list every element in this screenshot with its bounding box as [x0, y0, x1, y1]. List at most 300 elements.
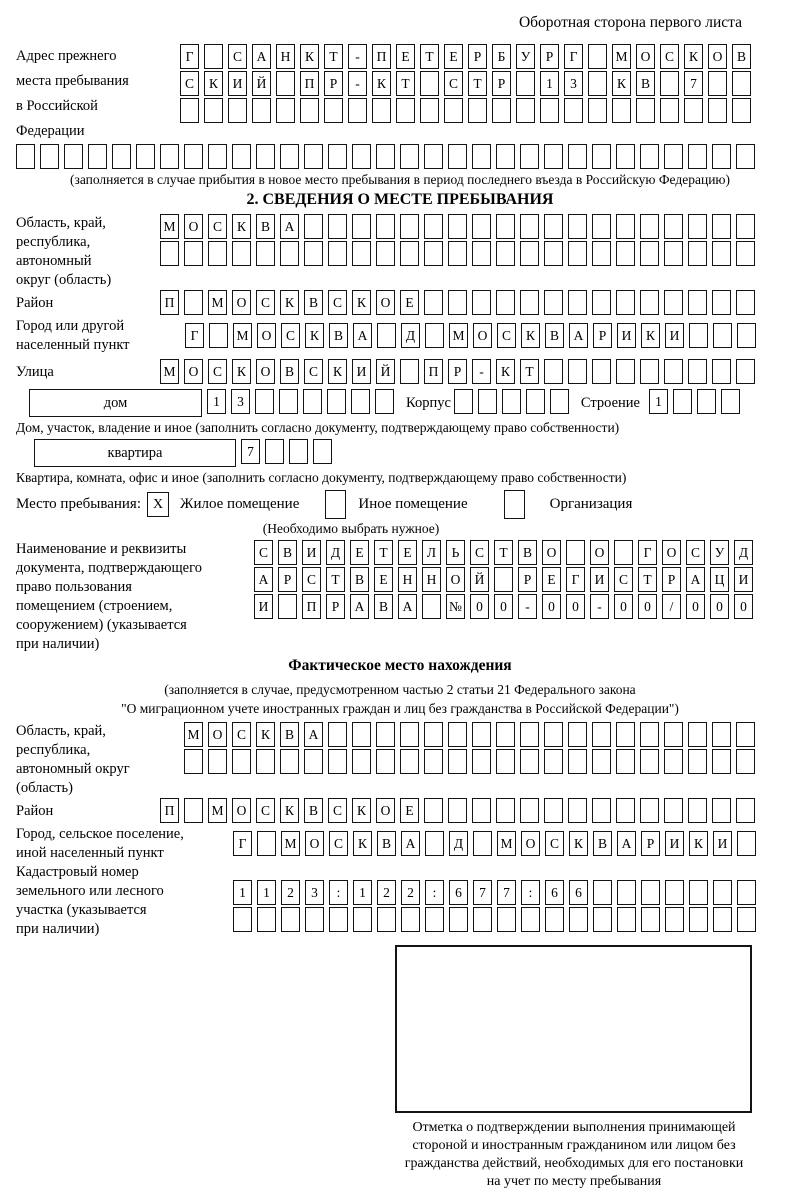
char-cell: О [542, 540, 561, 565]
char-cell [256, 144, 275, 169]
char-cell [664, 214, 683, 239]
char-cell [472, 214, 491, 239]
char-cell: К [521, 323, 540, 348]
char-cell: В [545, 323, 564, 348]
char-cell [448, 749, 467, 774]
char-cell: К [353, 831, 372, 856]
char-cell: О [446, 567, 465, 592]
char-cell [712, 144, 731, 169]
char-cell [664, 290, 683, 315]
char-cell: Г [564, 44, 583, 69]
char-cell: В [304, 798, 323, 823]
char-cell [688, 214, 707, 239]
char-cell [568, 359, 587, 384]
char-cell [568, 290, 587, 315]
char-cell: Т [520, 359, 539, 384]
char-cell [550, 389, 569, 414]
char-cell [688, 241, 707, 266]
char-cell: С [686, 540, 705, 565]
char-cell [303, 389, 322, 414]
char-cell [425, 907, 444, 932]
char-cell: С [254, 540, 273, 565]
char-cell [494, 567, 513, 592]
grid-row [184, 722, 760, 747]
char-cell [664, 144, 683, 169]
char-cell: Р [492, 71, 511, 96]
char-cell [568, 722, 587, 747]
char-cell [520, 798, 539, 823]
char-cell [617, 880, 636, 905]
label-line: сооружением) (указывается [16, 617, 187, 633]
char-cell: 7 [497, 880, 516, 905]
char-cell [64, 144, 83, 169]
char-cell [616, 290, 635, 315]
char-cell: А [686, 567, 705, 592]
char-cell [736, 359, 755, 384]
char-cell: Ц [710, 567, 729, 592]
char-cell: М [233, 323, 252, 348]
char-cell [592, 290, 611, 315]
char-cell: Л [422, 540, 441, 565]
char-cell [265, 439, 284, 464]
kvartira-box-label: квартира [34, 439, 236, 467]
char-cell [496, 749, 515, 774]
char-cell [400, 214, 419, 239]
char-cell: Н [276, 44, 295, 69]
char-cell: С [180, 71, 199, 96]
char-cell: К [352, 290, 371, 315]
grid-row [160, 359, 760, 384]
char-cell [614, 540, 633, 565]
label-line: округ (область) [16, 272, 112, 288]
char-cell [305, 907, 324, 932]
char-cell [640, 144, 659, 169]
char-cell: О [521, 831, 540, 856]
char-cell [640, 359, 659, 384]
char-cell [424, 749, 443, 774]
char-cell: И [302, 540, 321, 565]
char-cell [640, 241, 659, 266]
char-cell [737, 323, 756, 348]
grid-row [160, 798, 760, 823]
raion-field [16, 290, 784, 317]
char-cell: Е [350, 540, 369, 565]
char-cell: О [257, 323, 276, 348]
char-cell [376, 214, 395, 239]
char-cell: К [232, 214, 251, 239]
char-cell [449, 907, 468, 932]
char-cell: Е [400, 290, 419, 315]
char-cell [640, 722, 659, 747]
char-cell: Р [468, 44, 487, 69]
char-cell: - [590, 594, 609, 619]
char-cell: 1 [257, 880, 276, 905]
label-line: участка (указывается [16, 902, 147, 918]
char-cell: К [232, 359, 251, 384]
label-line: право пользования [16, 579, 132, 595]
char-cell: С [304, 359, 323, 384]
char-cell: С [208, 214, 227, 239]
char-cell: 0 [734, 594, 753, 619]
char-cell: Б [492, 44, 511, 69]
char-cell: Е [400, 798, 419, 823]
char-cell: М [208, 290, 227, 315]
gorod-field [16, 317, 784, 355]
char-cell [712, 359, 731, 384]
char-cell [278, 594, 297, 619]
char-cell: О [232, 290, 251, 315]
char-cell: Р [326, 594, 345, 619]
char-cell [280, 144, 299, 169]
char-cell [353, 907, 372, 932]
char-cell [352, 214, 371, 239]
char-cell: - [472, 359, 491, 384]
char-cell [544, 241, 563, 266]
char-cell [276, 98, 295, 123]
char-cell: К [204, 71, 223, 96]
char-cell [616, 359, 635, 384]
char-cell: 1 [540, 71, 559, 96]
char-cell [208, 241, 227, 266]
char-cell [684, 98, 703, 123]
char-cell: Т [396, 71, 415, 96]
char-cell: 0 [542, 594, 561, 619]
char-cell [712, 290, 731, 315]
grid-row [160, 241, 760, 266]
korpus-grid [454, 389, 574, 414]
char-cell [593, 907, 612, 932]
char-cell [473, 907, 492, 932]
label-line: Отметка о подтверждении выполнения принимающей [412, 1120, 736, 1135]
char-cell [328, 749, 347, 774]
char-cell [400, 722, 419, 747]
organizatsiya-checkbox [504, 490, 525, 519]
char-cell: 6 [569, 880, 588, 905]
char-cell [568, 798, 587, 823]
char-cell [564, 98, 583, 123]
char-cell: Г [566, 567, 585, 592]
char-cell [472, 798, 491, 823]
char-cell: Е [542, 567, 561, 592]
char-cell [665, 907, 684, 932]
char-cell [448, 144, 467, 169]
char-cell [616, 214, 635, 239]
char-cell [544, 749, 563, 774]
char-cell [375, 389, 394, 414]
char-cell [689, 907, 708, 932]
char-cell: И [590, 567, 609, 592]
char-cell: Д [401, 323, 420, 348]
char-cell: В [256, 214, 275, 239]
char-cell [526, 389, 545, 414]
char-cell [377, 907, 396, 932]
korpus-label: Корпус [406, 395, 451, 411]
char-cell [568, 144, 587, 169]
prev-address-grid [180, 44, 756, 125]
char-cell: К [569, 831, 588, 856]
oblast-label [16, 214, 160, 290]
char-cell [664, 749, 683, 774]
char-cell: К [256, 722, 275, 747]
inoe-checkbox [325, 490, 346, 519]
char-cell: В [593, 831, 612, 856]
factual-gorod-label [16, 825, 233, 863]
char-cell [304, 749, 323, 774]
char-cell: Т [638, 567, 657, 592]
char-cell [593, 880, 612, 905]
char-cell [688, 722, 707, 747]
grid-row [180, 98, 756, 123]
char-cell [732, 71, 751, 96]
char-cell [544, 722, 563, 747]
char-cell [300, 98, 319, 123]
char-cell: В [636, 71, 655, 96]
char-cell: Р [662, 567, 681, 592]
char-cell: Г [638, 540, 657, 565]
char-cell [228, 98, 247, 123]
label-line: на учет по месту пребывания [486, 1174, 662, 1189]
char-cell [329, 907, 348, 932]
char-cell: М [208, 798, 227, 823]
char-cell [40, 144, 59, 169]
char-cell [713, 323, 732, 348]
char-cell: И [228, 71, 247, 96]
char-cell [544, 290, 563, 315]
char-cell: И [352, 359, 371, 384]
char-cell: Р [448, 359, 467, 384]
char-cell [472, 290, 491, 315]
char-cell: Д [449, 831, 468, 856]
char-cell: - [518, 594, 537, 619]
char-cell: М [281, 831, 300, 856]
char-cell: К [689, 831, 708, 856]
label-line: места пребывания [16, 73, 129, 89]
char-cell: 6 [449, 880, 468, 905]
char-cell [376, 749, 395, 774]
char-cell [496, 241, 515, 266]
char-cell: А [398, 594, 417, 619]
char-cell: О [376, 290, 395, 315]
char-cell [472, 749, 491, 774]
char-cell [688, 144, 707, 169]
char-cell: А [280, 214, 299, 239]
char-cell [689, 880, 708, 905]
char-cell: О [376, 798, 395, 823]
char-cell: С [256, 798, 275, 823]
dom-number-grid [207, 389, 399, 414]
char-cell [544, 359, 563, 384]
char-cell: С [444, 71, 463, 96]
char-cell [544, 798, 563, 823]
label-line: при наличии) [16, 921, 100, 937]
prev-address-full-row [16, 144, 784, 169]
raion-label: Район [16, 295, 54, 311]
char-cell: 2 [401, 880, 420, 905]
document-label [16, 540, 254, 654]
char-cell [400, 359, 419, 384]
factual-oblast-label [16, 722, 184, 798]
char-cell [732, 98, 751, 123]
dom-box-label: дом [29, 389, 202, 417]
char-cell [256, 749, 275, 774]
char-cell: 7 [684, 71, 703, 96]
char-cell: А [252, 44, 271, 69]
char-cell [640, 290, 659, 315]
label-line: помещением (строением, [16, 598, 173, 614]
char-cell [372, 98, 391, 123]
stamp-box [395, 945, 752, 1113]
char-cell: А [254, 567, 273, 592]
char-cell: Р [540, 44, 559, 69]
grid-row [233, 907, 761, 932]
char-cell [304, 241, 323, 266]
factual-oblast-field [16, 722, 784, 798]
char-cell: Е [374, 567, 393, 592]
char-cell [444, 98, 463, 123]
char-cell [616, 144, 635, 169]
char-cell [313, 439, 332, 464]
char-cell: О [232, 798, 251, 823]
char-cell: И [665, 323, 684, 348]
char-cell [496, 214, 515, 239]
grid-row [184, 749, 760, 774]
corner-note: Оборотная сторона первого листа [518, 14, 742, 31]
label-line: автономный округ [16, 761, 130, 777]
char-cell [721, 389, 740, 414]
char-cell [712, 722, 731, 747]
char-cell [616, 722, 635, 747]
grid-row [254, 540, 758, 565]
char-cell [328, 144, 347, 169]
organizatsiya-option-label: Организация [549, 496, 633, 512]
char-cell: / [662, 594, 681, 619]
grid-row [185, 323, 761, 348]
char-cell: Г [233, 831, 252, 856]
char-cell [351, 389, 370, 414]
char-cell: - [348, 44, 367, 69]
label-line: Наименование и реквизиты [16, 541, 187, 557]
char-cell [327, 389, 346, 414]
char-cell [425, 323, 444, 348]
label-line: при наличии) [16, 636, 100, 652]
char-cell [184, 749, 203, 774]
char-cell [472, 241, 491, 266]
char-cell [592, 359, 611, 384]
stay-type-row [16, 490, 784, 519]
char-cell [400, 241, 419, 266]
char-cell [232, 241, 251, 266]
char-cell [640, 749, 659, 774]
char-cell: 0 [494, 594, 513, 619]
char-cell [736, 241, 755, 266]
char-cell: С [497, 323, 516, 348]
char-cell: : [425, 880, 444, 905]
label-line: Федерации [16, 123, 85, 139]
ulitsa-field [16, 359, 784, 386]
char-cell: Н [422, 567, 441, 592]
char-cell: О [208, 722, 227, 747]
char-cell [304, 214, 323, 239]
char-cell [184, 144, 203, 169]
label-line: республика, [16, 234, 91, 250]
char-cell: 0 [614, 594, 633, 619]
zhiloe-option-label: Жилое помещение [180, 496, 300, 512]
char-cell [736, 290, 755, 315]
char-cell [592, 241, 611, 266]
char-cell: 7 [473, 880, 492, 905]
char-cell: 1 [353, 880, 372, 905]
prev-address-field [16, 44, 784, 144]
char-cell [708, 71, 727, 96]
char-cell [424, 798, 443, 823]
char-cell: В [377, 831, 396, 856]
char-cell: П [424, 359, 443, 384]
char-cell: 6 [545, 880, 564, 905]
char-cell [424, 290, 443, 315]
char-cell: М [449, 323, 468, 348]
char-cell [257, 907, 276, 932]
oblast-field [16, 214, 784, 290]
char-cell [636, 98, 655, 123]
label-line: гражданства действий, необходимых для его постановки [404, 1156, 744, 1171]
char-cell [688, 749, 707, 774]
char-cell: С [614, 567, 633, 592]
char-cell: № [446, 594, 465, 619]
char-cell [184, 290, 203, 315]
char-cell: С [328, 798, 347, 823]
char-cell [304, 144, 323, 169]
char-cell [324, 98, 343, 123]
char-cell: К [328, 359, 347, 384]
char-cell [328, 214, 347, 239]
char-cell: С [228, 44, 247, 69]
char-cell: К [280, 798, 299, 823]
char-cell [252, 98, 271, 123]
char-cell [569, 907, 588, 932]
kvartira-note: Квартира, комната, офис и иное (заполнить согласно документу, подтверждающему право собственности) [16, 470, 627, 485]
char-cell: М [612, 44, 631, 69]
char-cell: О [662, 540, 681, 565]
char-cell: К [496, 359, 515, 384]
stroenie-grid [649, 389, 745, 414]
char-cell [289, 439, 308, 464]
factual-raion-field [16, 798, 784, 825]
char-cell [545, 907, 564, 932]
char-cell: : [329, 880, 348, 905]
char-cell: М [497, 831, 516, 856]
char-cell: О [256, 359, 275, 384]
factual-title: Фактическое место нахождения [288, 657, 512, 674]
char-cell: С [328, 290, 347, 315]
char-cell [544, 214, 563, 239]
char-cell: О [184, 214, 203, 239]
char-cell: Т [494, 540, 513, 565]
label-line: земельного или лесного [16, 883, 164, 899]
char-cell: Е [398, 540, 417, 565]
char-cell [352, 749, 371, 774]
char-cell [420, 71, 439, 96]
char-cell [377, 323, 396, 348]
char-cell: С [660, 44, 679, 69]
ulitsa-label: Улица [16, 364, 54, 380]
char-cell [616, 241, 635, 266]
prev-address-label [16, 44, 180, 144]
label-line: иной населенный пункт [16, 845, 164, 861]
char-cell: П [160, 290, 179, 315]
char-cell: О [473, 323, 492, 348]
char-cell [516, 71, 535, 96]
char-cell [136, 144, 155, 169]
